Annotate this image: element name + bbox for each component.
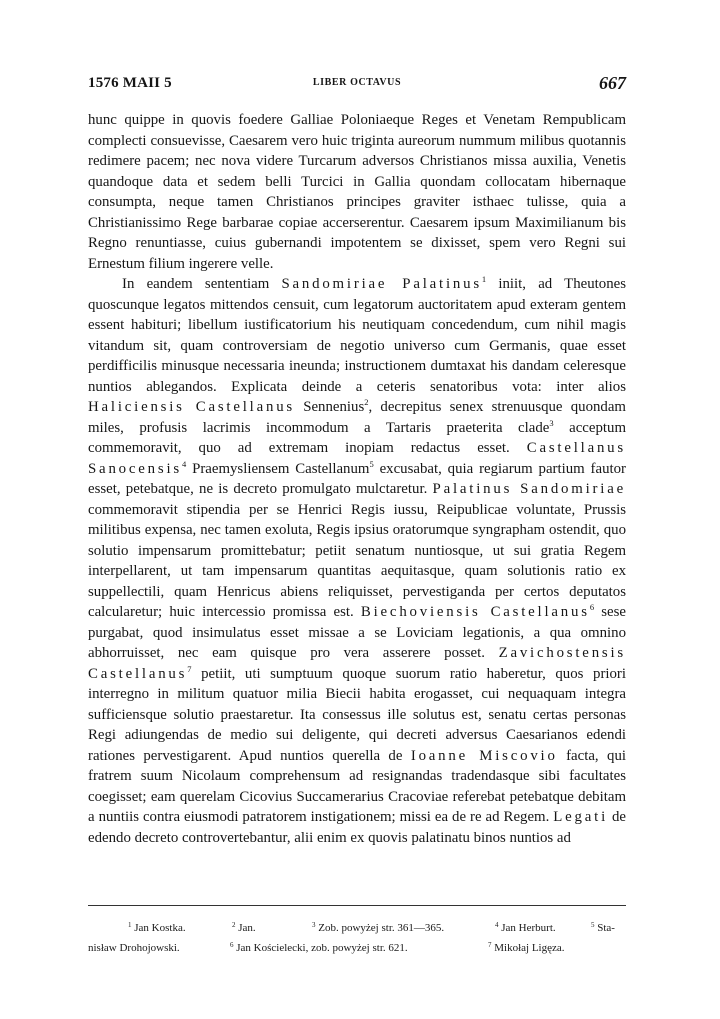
footnote-number: 4 (495, 921, 499, 929)
footnote-text: Jan Herburt. (501, 922, 556, 934)
paragraph-2: In eandem sententiam Sandomiriae Palatinus$^1$ iniit, ad Theutones quoscunque legatos mittendos censuit, cum legatorum auctoritatem apud exteram gentem essent habituri; libellum iustificatorium his neutiquam concedendum, cum nihil magis vitandum sit, quam controversiam de negotio universo cum Germanis, quae esset perdifficilis minusque necessaria ineunda; instructionem dumtaxat his dandam celeresque nuntios ablegandos. Explicata deinde a ceteris senatoribus vota: inter alios Haliciensis Castellanus Sennenius$^2$, decrepitus senex strenuusque quondam miles, profusis lacrimis incommodum a Tartaris praeterita clade$^3$ acceptum commemoravit, quo ad extremam inopiam redactus esset. Castellanus Sanocensis$^4$ Praemysliensem Castellanum$^5$ excusabat, quia regiarum partium fautor esset, petebatque, ne is decreto promulgato mulctaretur. Palatinus Sandomiriae commemoravit stipendia per se Henrici Regis iussu, Reipublicae voluntate, Prussis militibus expensa, nec tamen exoluta, Regis ipsius oratorumque syngrapham ostendit, quo solutio impensarum promittebatur; petiit senatum nuntiosque, ut sui gratia Regem interpellarent, ut tam impensarum quantitas aequitasque, quam solutionis ratio ex suppellectili, quam Henricus abiens reliquisset, pervestiganda per certos deputatos calcularetur; huic intercessio promissa est. Biechoviensis Castellanus$^6$ sese purgabat, quod insimulatus esset missae a se Loviciam legationis, a qua omnino abhorruisset, nec eam quisque pro vera asserere posset. Zavichostensis Castellanus$^7$ petiit, uti sumptuum quoque suorum ratio haberetur, quos priori interregno in militum quatuor milia Biecii habita erogasset, cui nequaquam integra sufficiensque solutio praestaretur. Ita consessus ille solutus est, senatu certas personas Regi adiungendas de medio sui deligente, qui decreti adversus Caesarianos edendi rationes pervestigarent. Apud nuntios querella de Ioanne Miscovio facta, qui fratrem suum Nicolaum comprehensum ad resignandas tradendasque sibi facultates coegisset; eam querelam Cicovius Succamerarius Cracoviae referebat petebatque debitam a nuntiis contra eiusmodi patratorem instigationem; missi ea de re ad Regem. Legati de edendo decreto controvertebantur, alii enim ex quovis palatinatu binos nuntios ad (88, 274, 627, 846)
footnote-row-2 (88, 938, 626, 958)
footnote-rule (88, 905, 626, 906)
footnote-text: Sta- (597, 922, 615, 934)
footnote-text: Mikołaj Ligęza. (494, 942, 565, 954)
footnote-number: 3 (312, 921, 316, 929)
header-book-title: LIBER OCTAVUS (312, 77, 402, 88)
spaced-name: Zavichostensis Castellanus (88, 645, 626, 682)
footnote-number: 1 (128, 921, 132, 929)
footnote-5-cont (88, 938, 180, 958)
footnote-2 (232, 918, 256, 938)
header-date: 1576 MAII 5 (88, 75, 172, 91)
footnote-4 (495, 918, 556, 938)
footnote-3 (312, 918, 444, 938)
spaced-name: Ioanne Miscovio (410, 747, 558, 764)
footnote-ref: 1 (481, 274, 487, 284)
footnote-number: 2 (232, 921, 236, 929)
footnotes (88, 918, 626, 958)
spaced-name: Biechoviensis Castellanus (360, 604, 590, 620)
running-header (88, 72, 626, 96)
spaced-name: Castellanus Sanocensis (88, 440, 626, 477)
footnote-5 (591, 918, 615, 938)
page-number: 667 (599, 73, 626, 93)
spaced-name: Haliciensis Castellanus (88, 399, 295, 415)
footnote-1 (128, 918, 186, 938)
footnote-ref: 7 (187, 663, 192, 674)
footnote-ref: 3 (549, 417, 554, 428)
footnote-number: 7 (488, 941, 492, 949)
footnote-text: Jan. (238, 922, 256, 934)
footnote-text: nisław Drohojowski. (88, 942, 180, 954)
footnote-text: Jan Kościelecki, zob. powyżej str. 621. (236, 942, 408, 954)
footnote-text: Jan Kostka. (134, 922, 186, 934)
footnote-text: Zob. powyżej str. 361—365. (318, 922, 445, 934)
paragraph-1: hunc quippe in quovis foedere Galliae Poloniaeque Reges et Venetam Rempublicam complecti consuevisse, Caesarem vero huic triginta aureorum nummum milibus quotannis redimere pacem; nec nova videre Turcarum adversos Christianos missa auxilia, Venetis quandoque data et sedem belli Turcici in Gallia quondam collocatam hibernaque consumpta, neque tamen Christianos principes graviter isthaec tulisse, quia a Christianissimo Rege barbarae copiae accerserentur. Caesarem ipsum Maximilianum bis Regno renuntiasse, cuius gubernandi impotentem se dixisset, spem vero Regni sui Ernestum filium ingerere velle. (88, 112, 626, 272)
spaced-name: Palatinus Sandomiriae (432, 481, 626, 497)
footnote-number: 5 (591, 921, 595, 929)
footnote-ref: 6 (589, 602, 595, 612)
footnote-6 (230, 938, 408, 958)
main-text (88, 110, 626, 848)
footnote-ref: 4 (181, 458, 187, 469)
footnote-number: 6 (230, 941, 234, 949)
spaced-name: Sandomiriae Palatinus (281, 276, 482, 292)
footnote-7 (488, 938, 565, 958)
spaced-name: Legati (553, 809, 608, 825)
footnote-ref: 5 (369, 458, 374, 469)
footnote-ref: 2 (364, 397, 369, 407)
footnote-row-1 (88, 918, 626, 938)
